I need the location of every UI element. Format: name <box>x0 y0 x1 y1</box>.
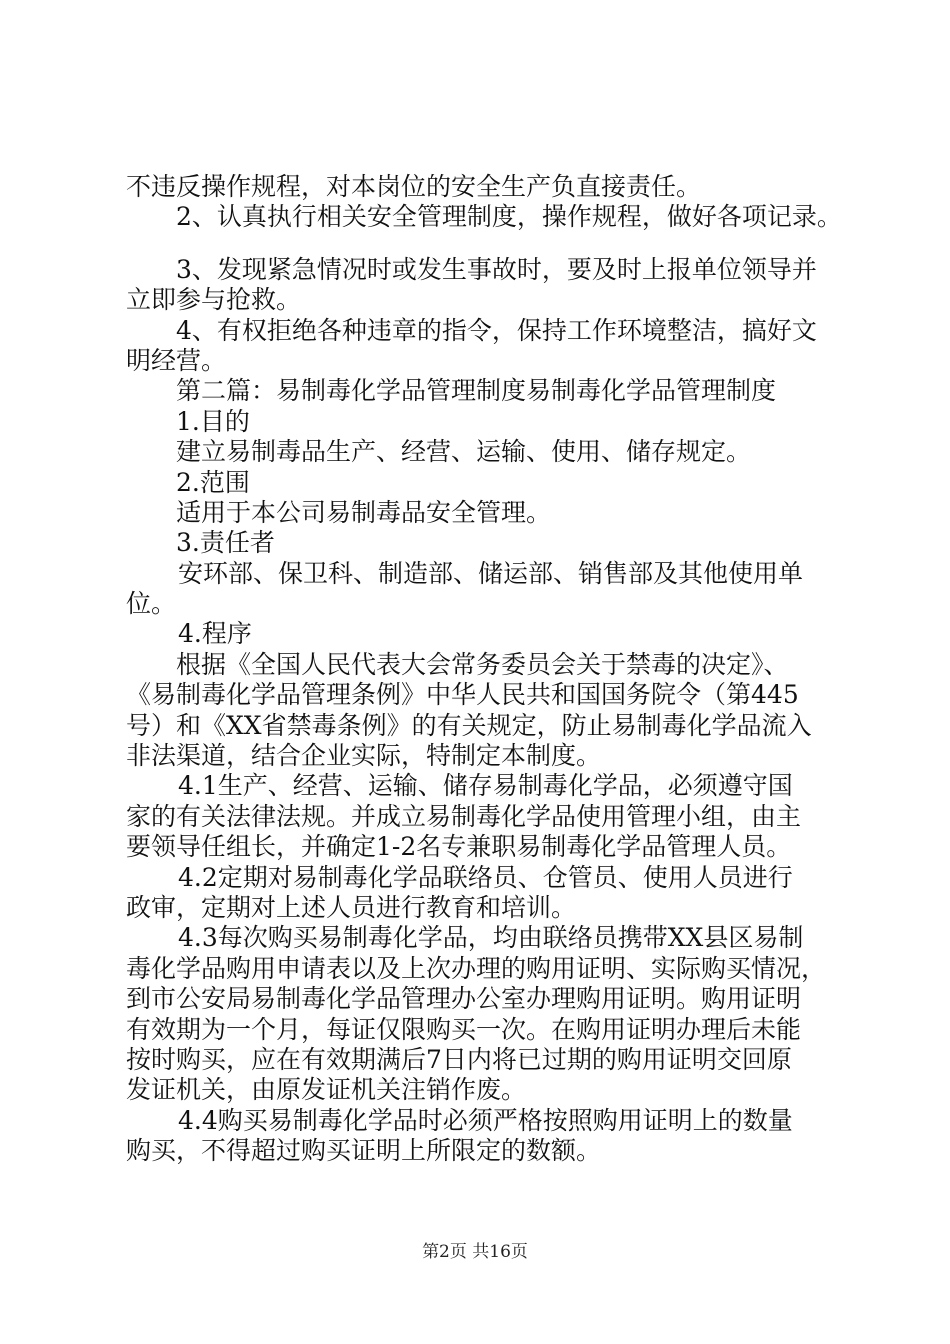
text-line: 2.范围 <box>176 467 250 497</box>
text-line: 到市公安局易制毒化学品管理办公室办理购用证明。购用证明 <box>126 984 802 1014</box>
text-line: 4、有权拒绝各种违章的指令，保持工作环境整洁，搞好文 <box>176 315 817 345</box>
text-line: 发证机关，由原发证机关注销作废。 <box>126 1075 527 1105</box>
text-line: 安环部、保卫科、制造部、储运部、销售部及其他使用单 <box>178 558 804 588</box>
text-line: 4.4购买易制毒化学品时必须严格按照购用证明上的数量 <box>178 1105 793 1135</box>
text-line: 4.程序 <box>178 619 252 649</box>
text-line: 《易制毒化学品管理条例》中华人民共和国国务院令（第445 <box>126 680 799 710</box>
text-line: 位。 <box>126 589 177 619</box>
text-line: 立即参与抢救。 <box>126 285 302 315</box>
text-line: 明经营。 <box>126 345 227 375</box>
text-line: 非法渠道，结合企业实际，特制定本制度。 <box>126 741 602 771</box>
text-line: 建立易制毒品生产、经营、运输、使用、储存规定。 <box>176 437 752 467</box>
text-line: 1.目的 <box>176 406 250 436</box>
section-heading: 第二篇：易制毒化学品管理制度易制毒化学品管理制度 <box>176 376 777 406</box>
text-line: 3.责任者 <box>176 528 275 558</box>
text-line: 3、发现紧急情况时或发生事故时，要及时上报单位领导并 <box>176 254 817 284</box>
text-line: 有效期为一个月，每证仅限购买一次。在购用证明办理后未能 <box>126 1014 802 1044</box>
text-line: 政审，定期对上述人员进行教育和培训。 <box>126 892 577 922</box>
text-line: 按时购买，应在有效期满后7日内将已过期的购用证明交回原 <box>126 1044 792 1074</box>
page-number-footer: 第2页 共16页 <box>422 1242 528 1262</box>
text-line: 2、认真执行相关安全管理制度，操作规程，做好各项记录。 <box>176 202 842 232</box>
text-line: 根据《全国人民代表大会常务委员会关于禁毒的决定》、 <box>176 649 789 679</box>
text-line: 要领导任组长，并确定1-2名专兼职易制毒化学品管理人员。 <box>126 832 792 862</box>
text-line: 4.3每次购买易制毒化学品，均由联络员携带XX县区易制 <box>178 923 804 953</box>
text-line: 不违反操作规程，对本岗位的安全生产负直接责任。 <box>126 172 702 201</box>
text-line: 购买，不得超过购买证明上所限定的数额。 <box>126 1136 602 1166</box>
paragraph-gap <box>126 233 838 255</box>
text-line: 家的有关法律法规。并成立易制毒化学品使用管理小组，由主 <box>126 801 802 831</box>
text-line: 4.2定期对易制毒化学品联络员、仓管员、使用人员进行 <box>178 862 793 892</box>
document-body <box>126 172 842 1167</box>
text-line: 号）和《XX省禁毒条例》的有关规定，防止易制毒化学品流入 <box>126 710 812 740</box>
text-line: 毒化学品购用申请表以及上次办理的购用证明、实际购买情况， <box>126 953 827 983</box>
text-line: 适用于本公司易制毒品安全管理。 <box>176 497 552 527</box>
text-line: 4.1生产、经营、运输、储存易制毒化学品，必须遵守国 <box>178 771 793 801</box>
